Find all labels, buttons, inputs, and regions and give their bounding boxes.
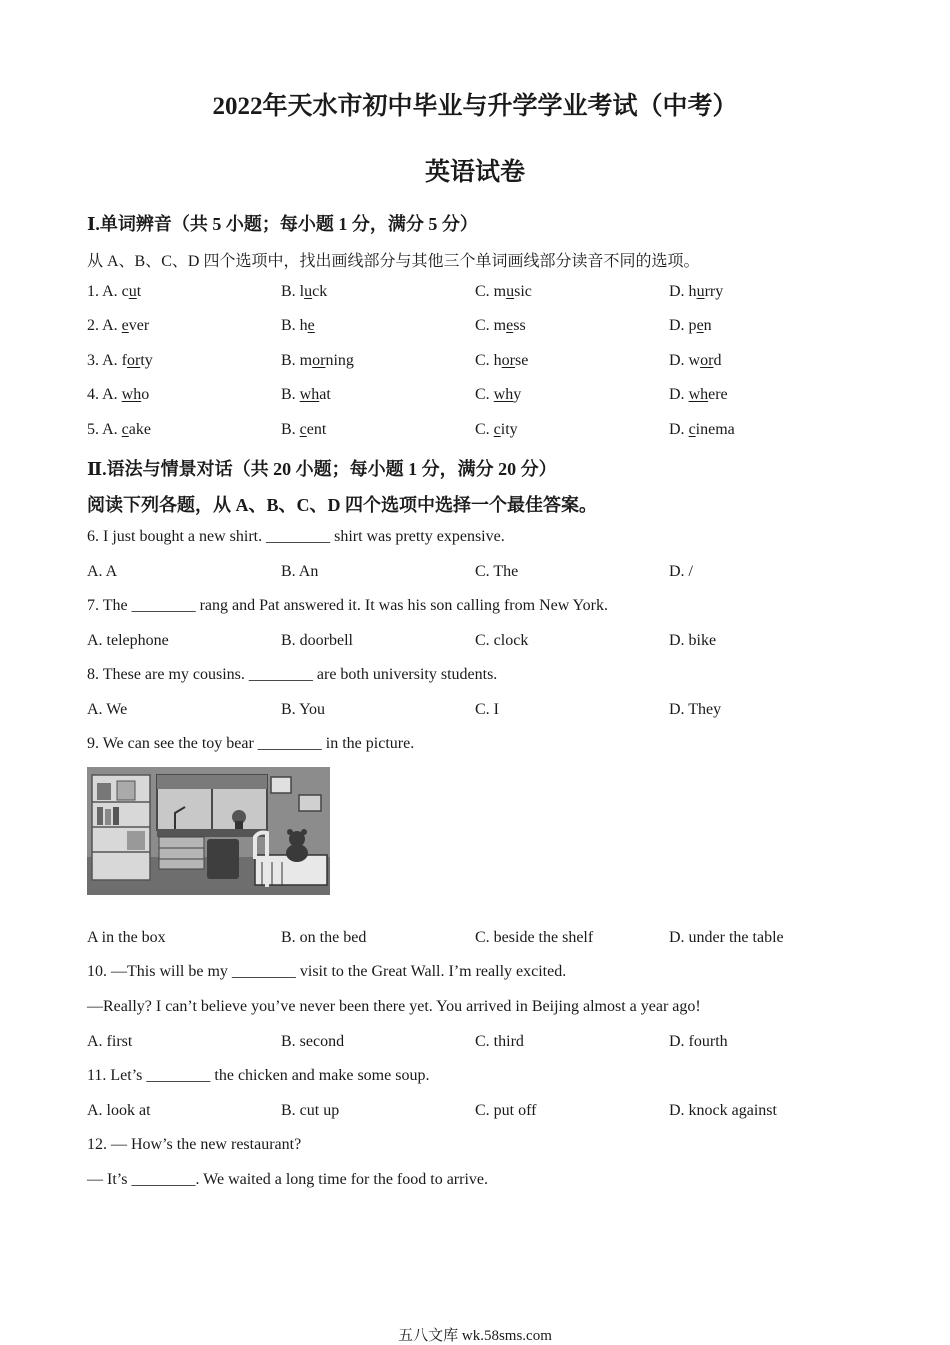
q10-option-c: C. third (475, 1033, 524, 1050)
q9-option-b: B. on the bed (281, 929, 367, 946)
q7-stem: 7. The ________ rang and Pat answered it. It was his son calling from New York. (87, 597, 608, 614)
underlined-part: or (127, 352, 141, 369)
word-suffix: d (713, 352, 722, 369)
exam-subtitle: 英语试卷 (424, 159, 525, 186)
word-suffix: at (319, 386, 331, 403)
exam-title: 2022年天水市初中毕业与升学学业考试（中考） (212, 93, 738, 120)
q4-option-d (669, 386, 728, 404)
q9-option-d: D. under the table (669, 929, 784, 946)
word-suffix: ver (128, 317, 150, 334)
q4-option-b (281, 386, 331, 404)
q8-stem: 8. These are my cousins. ________ are both university students. (87, 666, 498, 683)
word-suffix: se (515, 352, 529, 369)
underlined-part: e (696, 317, 704, 334)
q9-option-c: C. beside the shelf (475, 929, 594, 946)
q6-option-c: C. The (475, 563, 519, 580)
q8-option-b: B. You (281, 701, 326, 718)
q6-option-b: B. An (281, 563, 319, 580)
word-prefix: C. m (475, 283, 507, 300)
q3-option-c (475, 352, 528, 370)
q2-option-a (87, 317, 149, 335)
underlined-part: or (501, 352, 515, 369)
word-suffix: ty (140, 352, 153, 369)
underlined-part: c (688, 421, 696, 438)
word-suffix: ck (312, 283, 328, 300)
word-suffix: o (141, 386, 150, 403)
section1-instruction: 从 A、B、C、D 四个选项中，找出画线部分与其他三个单词画线部分读音不同的选项。 (87, 253, 700, 270)
q6-stem: 6. I just bought a new shirt. ________ shirt was pretty expensive. (87, 528, 505, 545)
q9-option-a: A in the box (87, 929, 166, 946)
section2-instruction: 阅读下列各题，从 A、B、C、D 四个选项中选择一个最佳答案。 (87, 495, 598, 515)
underlined-part: or (312, 352, 326, 369)
word-suffix: ere (708, 386, 728, 403)
q11-stem: 11. Let’s ________ the chicken and make some soup. (87, 1067, 430, 1084)
q11-option-c: C. put off (475, 1102, 537, 1119)
word-suffix: ss (513, 317, 526, 334)
word-prefix: 4. A. (87, 386, 122, 403)
word-prefix: B. (281, 421, 300, 438)
q2-option-b (281, 317, 315, 335)
word-suffix: t (136, 283, 142, 300)
word-suffix: ent (306, 421, 327, 438)
q1-option-d (669, 283, 723, 301)
q5-option-c (475, 421, 518, 439)
word-prefix: D. h (669, 283, 697, 300)
q3-option-a (87, 352, 153, 370)
q11-option-a: A. look at (87, 1102, 151, 1119)
word-prefix: D. w (669, 352, 701, 369)
q6-option-d: D. / (669, 563, 693, 580)
q12-stem: 12. — How’s the new restaurant? (87, 1136, 302, 1153)
underlined-part: e (121, 317, 129, 334)
q10-line2: —Really? I can’t believe you’ve never been there yet. You arrived in Beijing almost a year ago! (87, 998, 701, 1015)
window (157, 775, 267, 830)
section1-heading: Ⅰ.单词辨音（共 5 小题；每小题 1 分，满分 5 分） (87, 214, 478, 234)
underlined-part: e (506, 317, 514, 334)
word-prefix: 2. A. (87, 317, 122, 334)
wall-frame-2 (299, 795, 321, 811)
underlined-part: u (128, 283, 137, 300)
underlined-part: c (493, 421, 501, 438)
q7-option-c: C. clock (475, 632, 529, 649)
word-prefix: B. m (281, 352, 313, 369)
word-suffix: rry (704, 283, 724, 300)
q10-option-a: A. first (87, 1033, 133, 1050)
word-suffix: y (513, 386, 522, 403)
q7-option-a: A. telephone (87, 632, 169, 649)
wall-frame (271, 777, 291, 793)
bedroom-picture (87, 767, 330, 895)
q10-option-d: D. fourth (669, 1033, 728, 1050)
q1-option-b (281, 283, 327, 301)
word-prefix: 1. A. c (87, 283, 129, 300)
q11-option-b: B. cut up (281, 1102, 340, 1119)
word-suffix: ake (128, 421, 151, 438)
q10-option-b: B. second (281, 1033, 345, 1050)
q12-line2: — It’s ________. We waited a long time for the food to arrive. (87, 1171, 488, 1188)
word-prefix: D. p (669, 317, 697, 334)
word-prefix: B. h (281, 317, 308, 334)
q10-stem: 10. —This will be my ________ visit to the Great Wall. I’m really excited. (87, 963, 567, 980)
underlined-part: u (506, 283, 515, 300)
word-suffix: inema (695, 421, 735, 438)
underlined-part: c (121, 421, 129, 438)
q3-option-d (669, 352, 721, 370)
q7-option-b: B. doorbell (281, 632, 353, 649)
word-suffix: ning (325, 352, 354, 369)
underlined-part: u (696, 283, 705, 300)
word-prefix: 3. A. f (87, 352, 127, 369)
q8-option-a: A. We (87, 701, 128, 718)
underlined-part: wh (493, 386, 514, 403)
word-suffix: ity (500, 421, 518, 438)
section2-heading: Ⅱ.语法与情景对话（共 20 小题；每小题 1 分，满分 20 分） (87, 459, 557, 479)
word-prefix: D. (669, 386, 689, 403)
q11-option-d: D. knock against (669, 1102, 777, 1119)
q9-stem: 9. We can see the toy bear ________ in the picture. (87, 735, 415, 752)
q1-option-a (87, 283, 141, 301)
q8-option-d: D. They (669, 701, 722, 718)
bookshelf (92, 775, 150, 880)
q5-option-a (87, 421, 151, 439)
q2-option-d (669, 317, 712, 335)
chair (207, 839, 239, 879)
q2-option-c (475, 317, 526, 335)
footer-watermark: 五八文库 wk.58sms.com (398, 1328, 552, 1344)
underlined-part: wh (688, 386, 709, 403)
q4-option-a (87, 386, 149, 404)
word-prefix: D. (669, 421, 689, 438)
q5-option-d (669, 421, 735, 439)
word-prefix: 5. A. (87, 421, 122, 438)
word-suffix: n (703, 317, 712, 334)
q1-option-c (475, 283, 532, 301)
word-prefix: B. l (281, 283, 305, 300)
q7-option-d: D. bike (669, 632, 717, 649)
q6-option-a: A. A (87, 563, 118, 580)
word-prefix: C. (475, 386, 494, 403)
q8-option-c: C. I (475, 701, 499, 718)
underlined-part: wh (299, 386, 320, 403)
underlined-part: u (304, 283, 313, 300)
q5-option-b (281, 421, 326, 439)
underlined-part: c (299, 421, 307, 438)
underlined-part: wh (121, 386, 142, 403)
word-suffix: sic (514, 283, 532, 300)
underlined-part: e (307, 317, 315, 334)
word-prefix: C. m (475, 317, 507, 334)
word-prefix: B. (281, 386, 300, 403)
q4-option-c (475, 386, 521, 404)
q3-option-b (281, 352, 354, 370)
word-prefix: C. (475, 421, 494, 438)
word-prefix: C. h (475, 352, 502, 369)
underlined-part: or (700, 352, 714, 369)
